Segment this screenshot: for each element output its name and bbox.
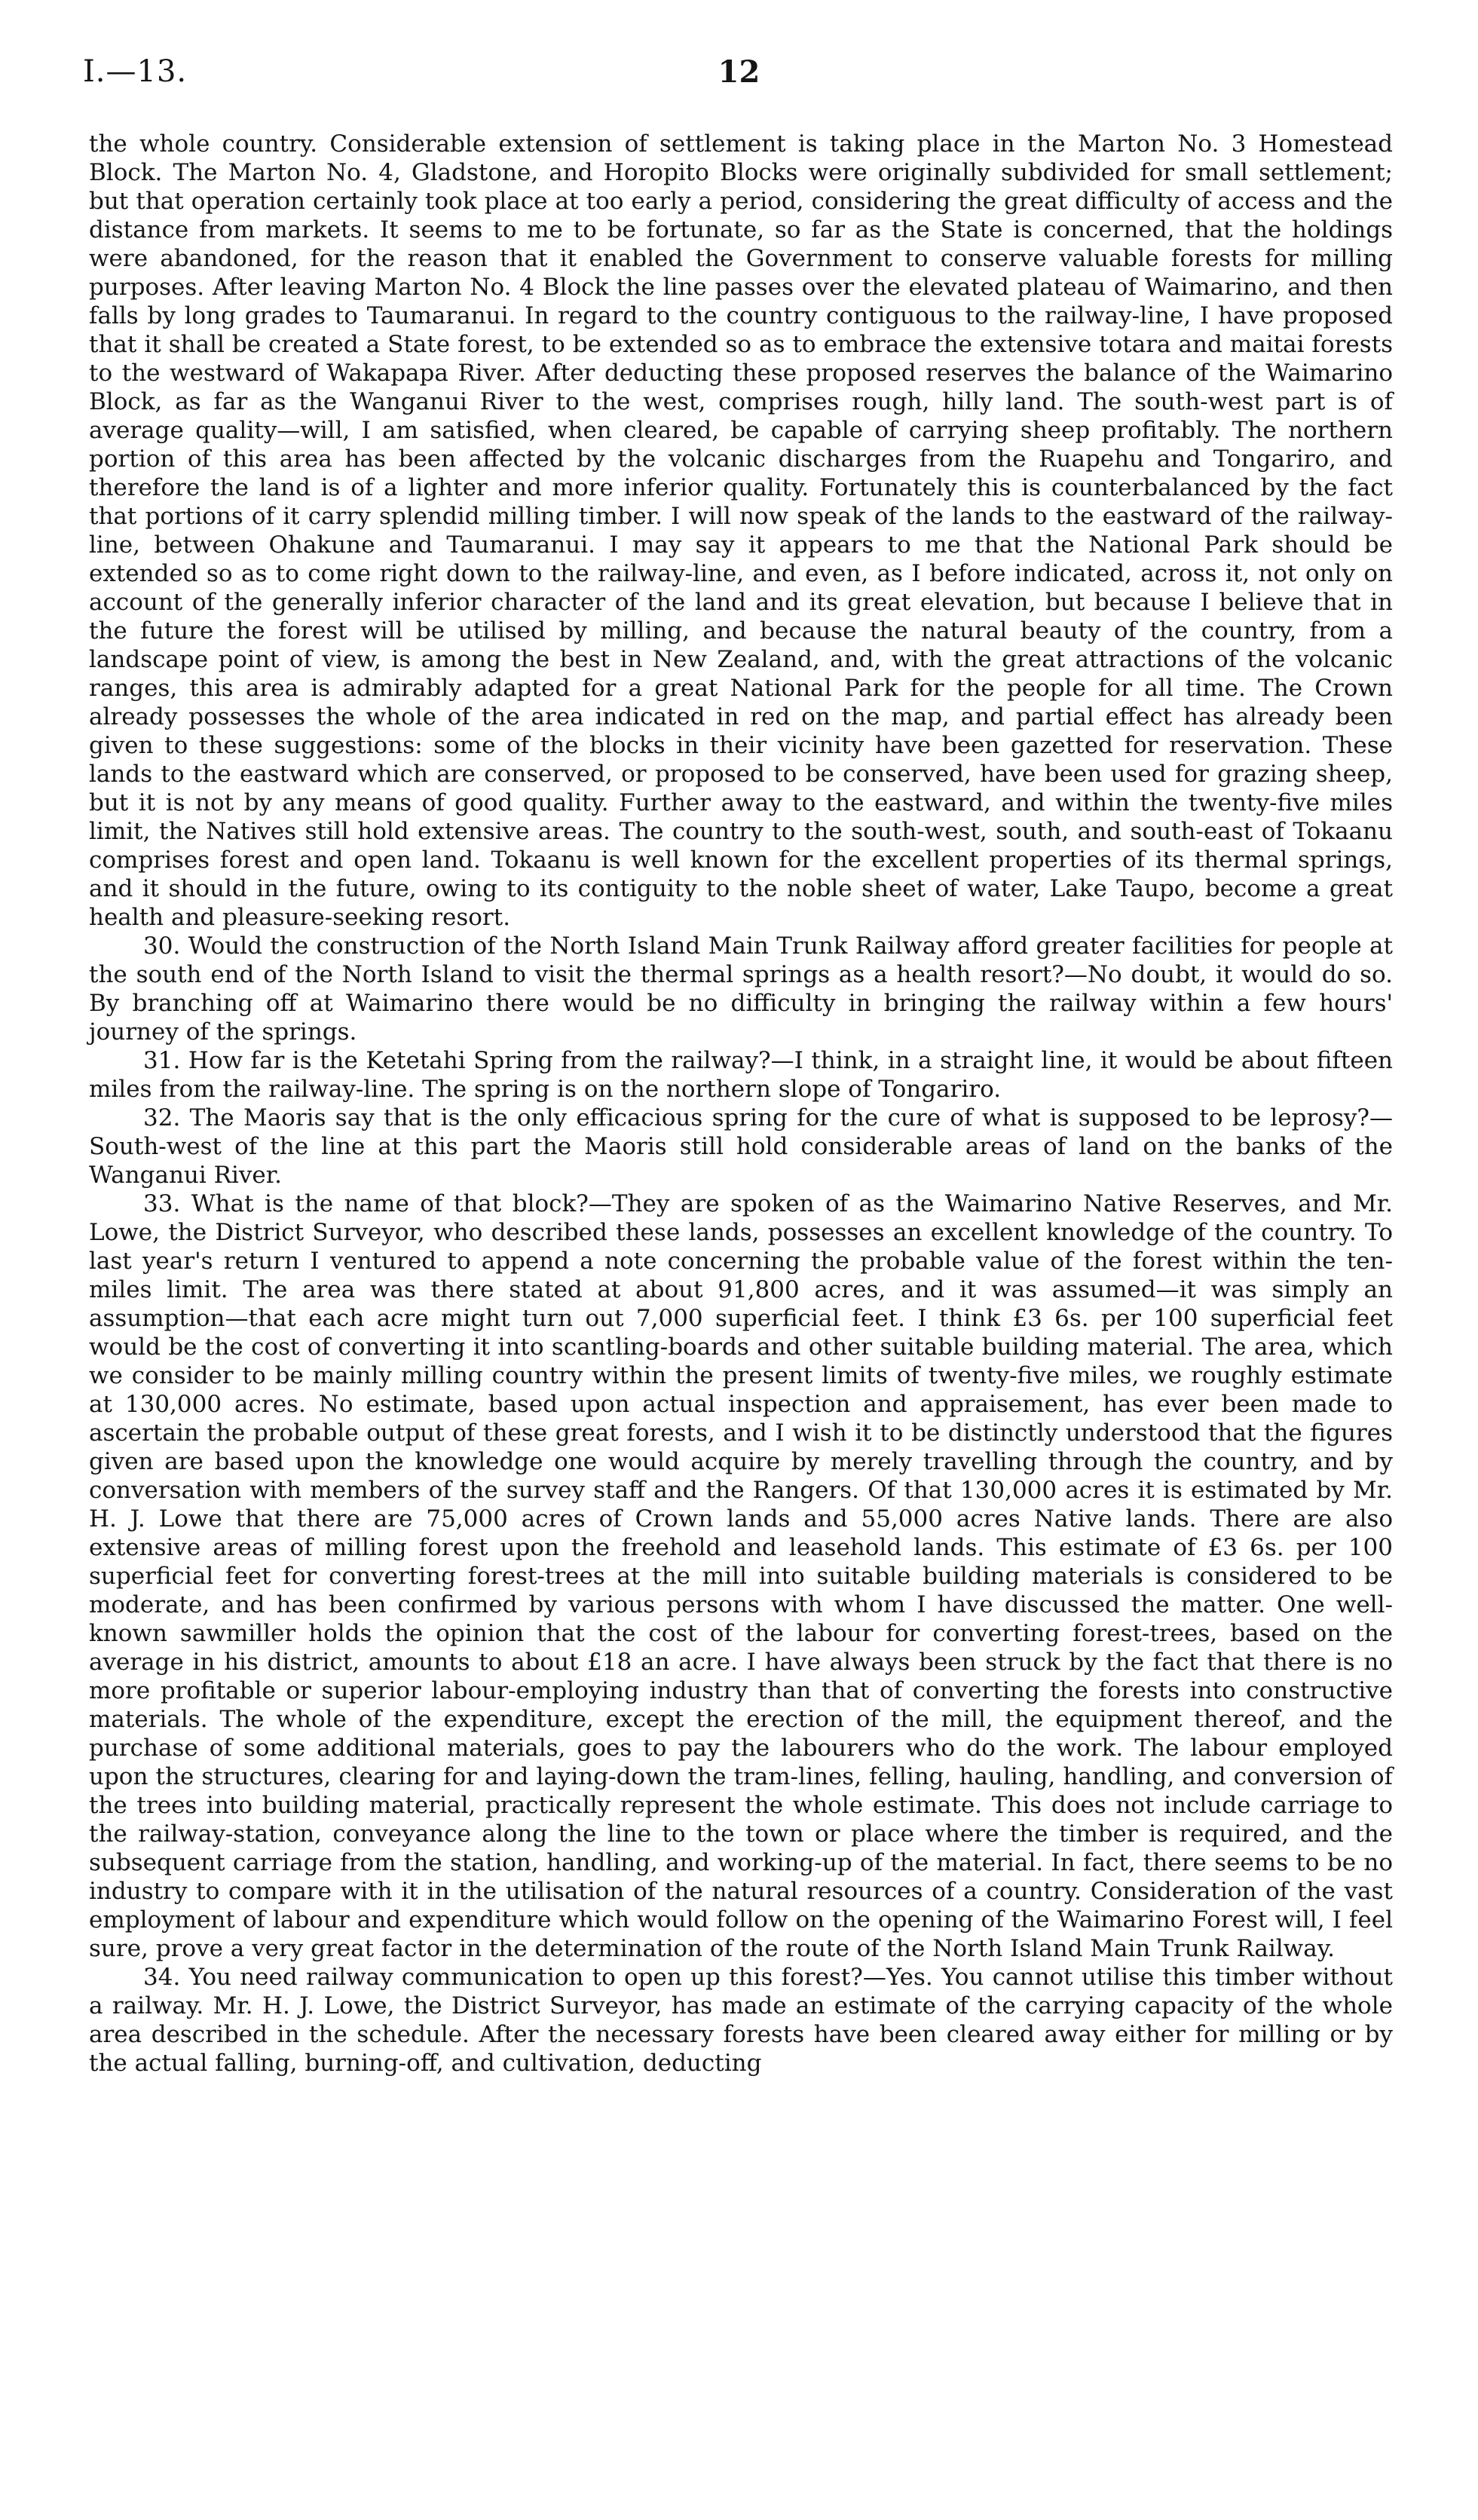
- paragraph-text: You need railway communication to open up this forest?—Yes. You cannot utilise this timber without a railway. Mr. H. J. Lowe, the District Surveyor, has made an estimate of the carrying capacity of the whole area described in the schedule. After the necessary forests have been cleared away either for milling or by the actual falling, burning-off, and cultivation, deducting: [89, 1964, 1393, 2077]
- paragraph-number: 30.: [143, 932, 181, 960]
- page-number: 12: [718, 54, 760, 90]
- paragraph-33: [89, 1190, 1393, 1963]
- paragraph-32: [89, 1104, 1393, 1190]
- paragraph-34: [89, 1963, 1393, 2078]
- paragraph-text: the whole country. Considerable extension of settlement is taking place in the Marton No. 3 Homestead Block. The Marton No. 4, Gladstone, and Horopito Blocks were originally subdivided for small settlement; but that operation certainly took place at too early a period, considering the great difficulty of access and the distance from markets. It seems to me to be fortunate, so far as the State is concerned, that the holdings were abandoned, for the reason that it enabled the Government to conserve valuable forests for milling purposes. After leaving Marton No. 4 Block the line passes over the elevated plateau of Waimarino, and then falls by long grades to Taumaranui. In regard to the country contiguous to the railway-line, I have proposed that it shall be created a State forest, to be extended so as to embrace the extensive totara and maitai forests to the westward of Wakapapa River. After deducting these proposed reserves the balance of the Waimarino Block, as far as the Wanganui River to the west, comprises rough, hilly land. The south-west part is of average quality—will, I am satisfied, when cleared, be capable of carrying sheep profitably. The northern portion of this area has been affected by the volcanic discharges from the Ruapehu and Tongariro, and therefore the land is of a lighter and more inferior quality. Fortunately this is counterbalanced by the fact that portions of it carry splendid milling timber. I will now speak of the lands to the eastward of the railway-line, between Ohakune and Taumaranui. I may say it appears to me that the National Park should be extended so as to come right down to the railway-line, and even, as I before indicated, across it, not only on account of the generally inferior character of the land and its great elevation, but because I believe that in the future the forest will be utilised by milling, and because the natural beauty of the country, from a landscape point of view, is among the best in New Zealand, and, with the great attractions of the volcanic ranges, this area is admirably adapted for a great National Park for the people for all time. The Crown already possesses the whole of the area indicated in red on the map, and partial effect has already been given to these suggestions: some of the blocks in their vicinity have been gazetted for reservation. These lands to the eastward which are conserved, or proposed to be conserved, have been used for grazing sheep, but it is not by any means of good quality. Further away to the eastward, and within the twenty-five miles limit, the Natives still hold extensive areas. The country to the south-west, south, and south-east of Tokaanu comprises forest and open land. Tokaanu is well known for the excellent properties of its thermal springs, and it should in the future, owing to its contiguity to the noble sheet of water, Lake Taupo, become a great health and pleasure-seeking resort.: [89, 130, 1393, 931]
- paragraph-text: How far is the Ketetahi Spring from the railway?—I think, in a straight line, it would be about fifteen miles from the railway-line. The spring is on the northern slope of Tongariro.: [89, 1047, 1394, 1103]
- body-text: [89, 130, 1393, 2078]
- paragraph-continued: [89, 130, 1393, 932]
- paragraph-number: 34.: [143, 1964, 181, 1991]
- paragraph-30: [89, 932, 1393, 1046]
- paragraph-text: What is the name of that block?—They are spoken of as the Waimarino Native Reserves, and Mr. Lowe, the District Surveyor, who described these lands, possesses an excellent knowledge of the country. To last year's return I ventured to append a note concerning the probable value of the forest within the ten-miles limit. The area was there stated at about 91,800 acres, and it was assumed—it was simply an assumption—that each acre might turn out 7,000 superficial feet. I think £3 6s. per 100 superficial feet would be the cost of converting it into scantling-boards and other suitable building material. The area, which we consider to be mainly milling country within the present limits of twenty-five miles, we roughly estimate at 130,000 acres. No estimate, based upon actual inspection and appraisement, has ever been made to ascertain the probable output of these great forests, and I wish it to be distinctly understood that the figures given are based upon the knowledge one would acquire by merely travelling through the country, and by conversation with members of the survey staff and the Rangers. Of that 130,000 acres it is estimated by Mr. H. J. Lowe that there are 75,000 acres of Crown lands and 55,000 acres Native lands. There are also extensive areas of milling forest upon the freehold and leasehold lands. This estimate of £3 6s. per 100 superficial feet for converting forest-trees at the mill into suitable building materials is considered to be moderate, and has been confirmed by various persons with whom I have discussed the matter. One well-known sawmiller holds the opinion that the cost of the labour for converting forest-trees, based on the average in his district, amounts to about £18 an acre. I have always been struck by the fact that there is no more profitable or superior labour-employing industry than that of converting the forests into constructive materials. The whole of the expenditure, except the erection of the mill, the equipment thereof, and the purchase of some additional materials, goes to pay the labourers who do the work. The labour employed upon the structures, clearing for and laying-down the tram-lines, felling, hauling, handling, and conversion of the trees into building material, practically represent the whole estimate. This does not include carriage to the railway-station, conveyance along the line to the town or place where the timber is required, and the subsequent carriage from the station, handling, and working-up of the material. In fact, there seems to be no industry to compare with it in the utilisation of the natural resources of a country. Consideration of the vast employment of labour and expenditure which would follow on the opening of the Waimarino Forest will, I feel sure, prove a very great factor in the determination of the route of the North Island Main Trunk Railway.: [89, 1190, 1393, 1962]
- document-reference: I.—13.: [83, 54, 188, 89]
- paragraph-text: The Maoris say that is the only efficacious spring for the cure of what is supposed to be leprosy?—South-west of the line at this part the Maoris still hold considerable areas of land on the banks of the Wanganui River.: [89, 1104, 1393, 1189]
- paragraph-text: Would the construction of the North Island Main Trunk Railway afford greater facilities for people at the south end of the North Island to visit the thermal springs as a health resort?—No doubt, it would do so. By branching off at Waimarino there would be no difficulty in bringing the railway within a few hours' journey of the springs.: [89, 932, 1393, 1046]
- paragraph-31: [89, 1046, 1393, 1104]
- paragraph-number: 33.: [143, 1190, 181, 1217]
- page-header: [83, 54, 1395, 100]
- paragraph-number: 31.: [143, 1047, 181, 1074]
- paragraph-number: 32.: [143, 1104, 181, 1131]
